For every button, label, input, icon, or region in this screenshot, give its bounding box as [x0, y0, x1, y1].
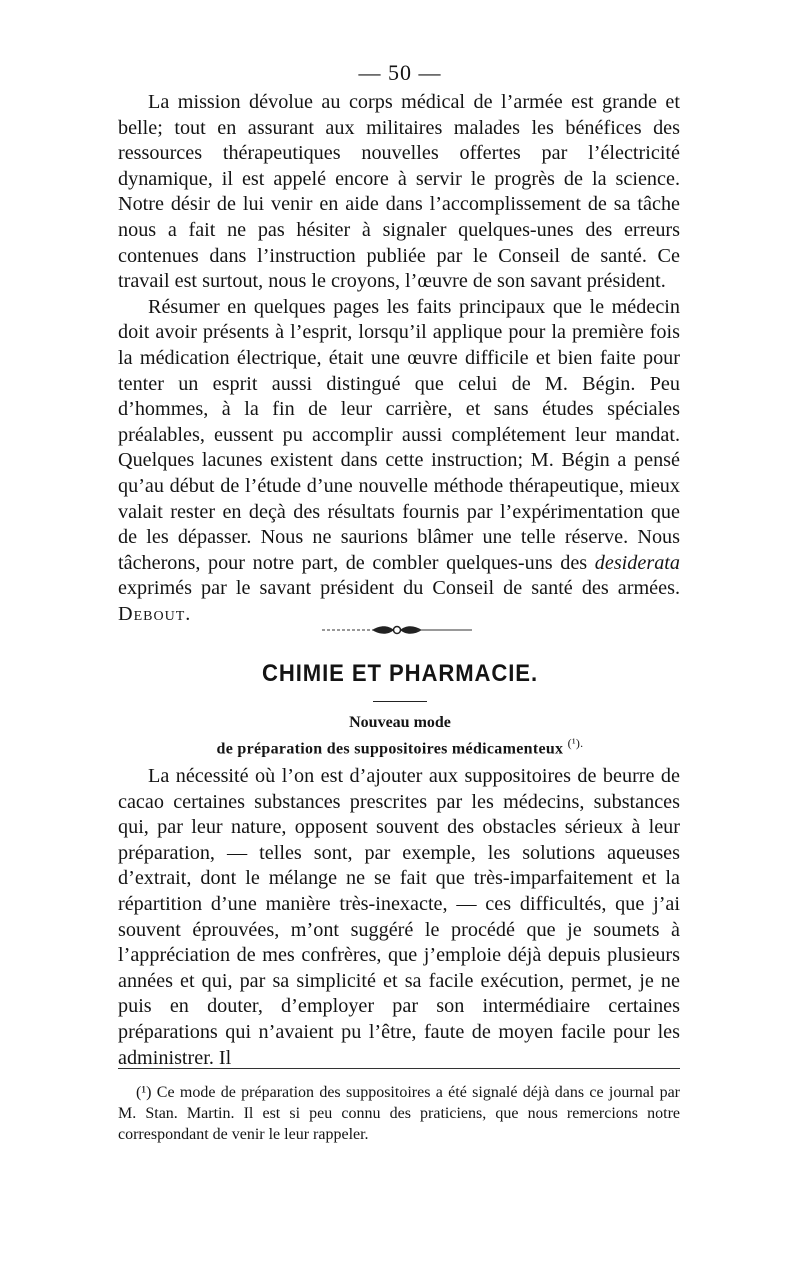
article-body-top [118, 90, 680, 627]
paragraph-2-text: Résumer en quelques pages les faits principaux que le médecin doit avoir présents à l’esprit, lorsqu’il applique pour la première fois la médication électrique, était une œuvre difficile et bien faite pour tenter un esprit aussi distingué que celui de M. Bégin. Peu d’hommes, à la fin de leur carrière, et sans études spéciales préalables, eussent pu accomplir aussi complétement leur mandat. Quelques lacunes existent dans cette instruction; M. Bégin a pensé qu’au début de l’étude d’une nouvelle méthode thérapeutique, mieux valait rester en deçà des résultats fournis par l’expérimentation que de les dépasser. Nous ne saurions blâmer une telle réserve. Nous tâcherons, pour notre part, de combler quelques-uns des [118, 295, 680, 574]
article-body-bottom [118, 764, 680, 1071]
title-rule [373, 701, 427, 702]
article-title-text: de préparation des suppositoires médicamenteux [216, 740, 564, 758]
paragraph-2 [118, 295, 680, 628]
author-signature: Debout. [118, 602, 192, 625]
article-paragraph: La nécessité où l’on est d’ajouter aux suppositoires de beurre de cacao certaines substances prescrites par les médecins, substances qui, par leur nature, opposent souvent des obstacles sérieux à leur préparation, — telles sont, par exemple, les solutions aqueuses d’extrait, dont le mélange ne se fait que très-imparfaitement et la répartition d’une manière très-inexacte, — ces difficultés, que j’ai souvent éprouvées, m’ont suggéré le procédé que je soumets à l’appréciation de mes confrères, que j’emploie déjà depuis plusieurs années et qui, par sa simplicité et sa facile exécution, permet, je ne puis en douter, d’employer par son intermédiaire certaines préparations qui n’avaient pu l’être, faute de moyen facile pour les administrer. Il [118, 765, 680, 1069]
paragraph-1: La mission dévolue au corps médical de l’armée est grande et belle; tout en assurant aux militaires malades les bénéfices des ressources thérapeutiques nouvelles offertes par l’électricité dynamique, il est appelé encore à servir le progrès de la science. Notre désir de lui venir en aide dans l’accomplissement de sa tâche nous a fait ne pas hésiter à signaler quelques-unes des erreurs contenues dans l’instruction publiée par le Conseil de santé. Ce travail est surtout, nous le croyons, l’œuvre de son savant président. [118, 91, 680, 293]
footnote: (¹) Ce mode de préparation des suppositoires a été signalé déjà dans ce journal par M. Stan. Martin. Il est si peu connu des praticiens, que nous remercions notre correspondant de venir le leur rappeler. [118, 1084, 680, 1143]
page-number: — 50 — [358, 60, 442, 85]
article-title-line-1: Nouveau mode [349, 714, 451, 731]
paragraph-2-italic: desiderata [594, 551, 680, 574]
section-title: CHIMIE ET PHARMACIE. [261, 660, 538, 687]
paragraph-2-end: exprimés par le savant président du Conseil de santé des armées. [118, 577, 680, 600]
article-title-line-2 [0, 736, 800, 758]
ornament-divider [322, 622, 472, 638]
footnote-reference: (¹). [567, 736, 584, 750]
footnote-rule [118, 1068, 680, 1069]
